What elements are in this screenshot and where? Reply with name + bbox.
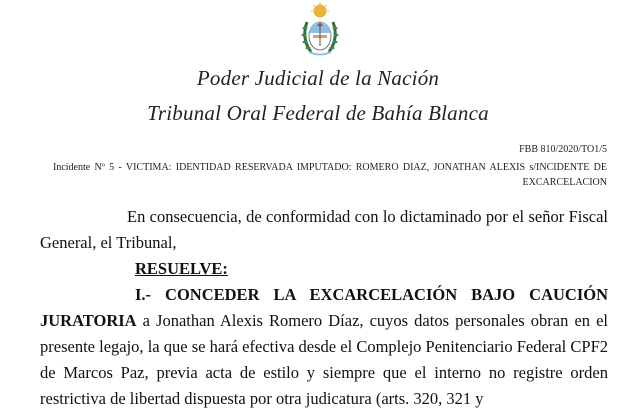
resuelve-heading: RESUELVE: [135,259,228,278]
case-reference-number: FBB 810/2020/TO1/5 [519,144,607,155]
case-caption: Incidente Nº 5 - VICTIMA: IDENTIDAD RESERVADA IMPUTADO: ROMERO DIAZ, JONATHAN ALEXIS s/INCIDENTE DE EXCARCELACION [53,162,607,188]
resolution-1-text: a Jonathan Alexis Romero Díaz, cuyos datos personales obran en el presente legajo, la que se hará efectiva desde el Complejo Penitenciario Federal CPF2 de Marcos Paz, previa acta de estilo y siempre que el interno no registre orden restrictiva de libertad dispuesta por otra judicatura (arts. 320, 321 y [40,311,608,408]
paragraph-consecuencia: En consecuencia, de conformidad con lo dictaminado por el señor Fiscal General, el Tribunal, [40,207,608,252]
paragraph-resolution-1 [40,282,608,412]
coat-of-arms-emblem [299,2,341,58]
court-header-line2: Tribunal Oral Federal de Bahía Blanca [147,101,489,125]
document-body [40,204,608,412]
resolution-1-bold-text: I.- CONCEDER LA EXCARCELACIÓN BAJO CAUCIÓN JURATORIA [40,285,608,330]
court-header-line1: Poder Judicial de la Nación [196,66,440,90]
